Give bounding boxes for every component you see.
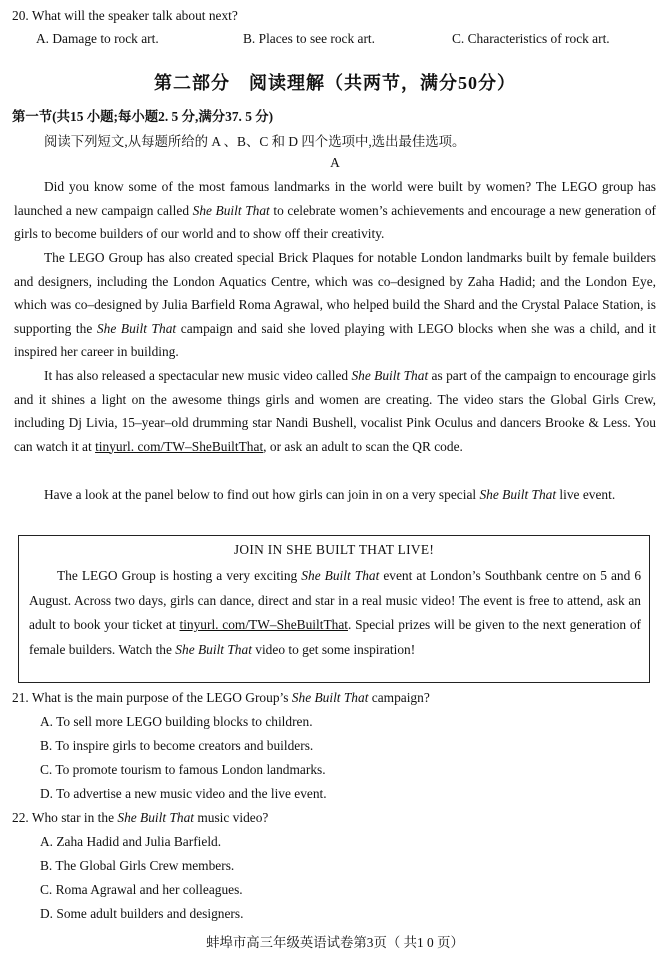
p3-text-a: It has also released a spectacular new music video called (44, 368, 352, 383)
q22-stem-b: music video? (194, 810, 269, 825)
q22-option-c: C. Roma Agrawal and her colleagues. (40, 882, 243, 897)
q22-option-a: A. Zaha Hadid and Julia Barfield. (40, 834, 222, 849)
p2-text-b: campaign and said she loved playing with LEGO blocks when she was a child, and it inspired her career in building. (14, 320, 656, 359)
p3-video-link[interactable]: tinyurl. com/TW–SheBuiltThat (95, 438, 264, 454)
q22-option-b: B. The Global Girls Crew members. (40, 858, 235, 873)
q21-stem-b: campaign? (368, 690, 430, 705)
panel-text-a: The LEGO Group is hosting a very exciting (57, 568, 302, 583)
panel-ticket-link[interactable]: tinyurl. com/TW–SheBuiltThat (179, 617, 348, 632)
q22-stem (12, 810, 268, 826)
q20-option-c: C. Characteristics of rock art. (452, 31, 610, 46)
q21-option-b: B. To inspire girls to become creators and builders. (40, 738, 314, 753)
q21-option-d: D. To advertise a new music video and the live event. (40, 786, 327, 801)
p1-text-b: to celebrate women’s achievements and encourage a new generation of girls to become builders of our world and to show off their creativity. (14, 202, 657, 241)
p4-event-name: She Built That (479, 487, 557, 502)
part-title: 第二部分 阅读理解（共两节，满分50分） (154, 73, 516, 93)
paragraph-4 (14, 483, 656, 507)
q20-option-b: B. Places to see rock art. (243, 31, 376, 46)
paragraph-1 (14, 175, 656, 246)
p3-text-c: , or ask an adult to scan the QR code. (263, 438, 463, 454)
p4-text-a: Have a look at the panel below to find out how girls can join in on a very special (44, 487, 480, 502)
panel-text-b: event at London’s Southbank centre on 5 and 6 August. Across two days, girls can dance, direct and star in a real music video! The event is free to attend, ask an adult to book your ticket at (29, 568, 642, 632)
q21-option-a: A. To sell more LEGO building blocks to children. (40, 714, 313, 729)
section-heading-text: 第一节(共15 小题;每小题2. 5 分,满分37. 5 分) (12, 109, 274, 124)
event-panel-title: JOIN IN SHE BUILT THAT LIVE! (233, 542, 435, 557)
p3-text-b: as part of the campaign to encourage girls and it shines a light on the awesome things girls and women are creating. The video stars the Global Girls Crew, including Dj Livia, 15–year–old drumming star Nandi Bushell, vocalist Pink Oculus and dancers Brooke & Less. You can watch it at (14, 368, 657, 454)
panel-text-d: video to get some inspiration! (251, 641, 416, 657)
passage-letter: A (330, 155, 340, 170)
q21-stem (12, 690, 430, 706)
p2-text-a: The LEGO Group has also created special Brick Plaques for notable London landmarks built by female builders and designers, including the London Aquatics Centre, which was co–designed by Zaha Hadid; and the London Eye, which was co–designed by Julia Barfield Roma Agrawal, who helped build the Shard and the Crystal Palace Station, is supporting the (14, 250, 656, 336)
event-panel (18, 535, 650, 683)
q21-stem-a: 21. What is the main purpose of the LEGO Group’s (12, 690, 292, 705)
p4-text-b: live event. (556, 487, 616, 502)
p2-campaign-name: She Built That (96, 320, 177, 336)
p1-text-a: Did you know some of the most famous landmarks in the world were built by women? The LEGO group has launched a new campaign called (14, 179, 656, 218)
q22-option-d: D. Some adult builders and designers. (40, 906, 244, 921)
q21-option-c: C. To promote tourism to famous London landmarks. (40, 762, 326, 777)
section-instruction: 阅读下列短文,从每题所给的 A 、B、C 和 D 四个选项中,选出最佳选项。 (44, 134, 466, 149)
q20-option-a: A. Damage to rock art. (36, 31, 159, 46)
paragraph-2 (14, 246, 656, 364)
panel-event-name: She Built That (301, 568, 380, 583)
event-panel-body (29, 564, 641, 662)
q20-stem: 20. What will the speaker talk about next? (12, 8, 238, 23)
q21-campaign-name: She Built That (291, 690, 369, 705)
section-heading (12, 106, 273, 125)
paragraph-3 (14, 364, 656, 458)
q22-video-name: She Built That (117, 810, 194, 825)
panel-text-c: . Special prizes will be given to the next generation of female builders. Watch the (29, 617, 641, 657)
q22-stem-a: 22. Who star in the (12, 810, 118, 825)
p3-video-name: She Built That (351, 368, 429, 383)
p1-campaign-name: She Built That (192, 202, 270, 218)
page-footer: 蚌埠市高三年级英语试卷第3页（ 共1 0 页） (206, 935, 464, 950)
panel-video-name: She Built That (175, 641, 252, 657)
